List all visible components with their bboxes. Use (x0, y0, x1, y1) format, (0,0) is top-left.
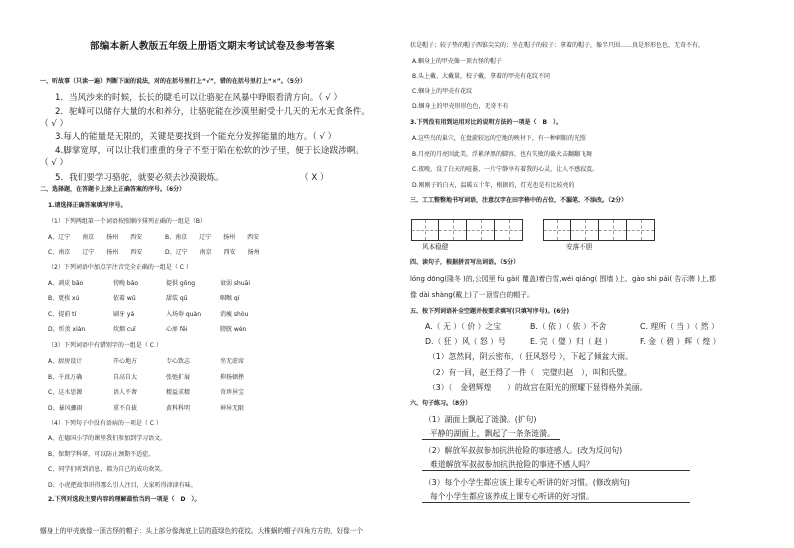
part2-q6-option: B.月亮的月亮因此美，浮累泽黑的脚容，也有失败的截火击翻翻飞舞 (412, 151, 593, 158)
sentence-a1: 平静的湖面上，飘起了一条条涟漪。 (422, 430, 560, 440)
idiom-term: A.（ 无 ）（ 价 ）之宝 (425, 322, 502, 331)
part2-q2-cell: 衰弱 shuāi (220, 280, 250, 287)
part2-q2-cell: 入场券 quàn (166, 311, 201, 318)
part1-heading: 一、听故事（只读一遍）判断下面的说法，对的在括号里打上“√”，错的在括号里打上“×”。（5分） (40, 78, 306, 85)
part2-q3-cell: D、暴风骤雨 (48, 405, 83, 412)
part2-q3-cell: 专心致志 (166, 358, 191, 365)
part2-q2-cell: A、剥皮 bāo (48, 280, 84, 287)
part2-q2-cell: B、更挨 xú (48, 295, 80, 302)
sentence-a2-wrap (422, 461, 690, 471)
part2-q6-option: C.夜晚，没了白天的喧嚣，一片宁静享有着我的心灵，让人不感寂寞。 (412, 166, 599, 173)
part6-heading: 六、句子练习。（8分） (410, 400, 472, 407)
idiom-term: D.（ 狂 ）风（ 怒 ）号 (425, 337, 506, 346)
part2-q3-cell: C、这水思源 (48, 389, 83, 396)
part2-q3-cell: B、千真万确 (48, 374, 83, 381)
part2-q2-cell: 提供 gōng (166, 280, 195, 287)
part2-q4-option: B、保期学科研，可以防止颈期不适症。 (48, 451, 155, 458)
part1-q4-answer: （ √ ） (40, 158, 69, 168)
part2-heading: 二、选择题，在答题卡上涂上正确答案的序号。（6分） (40, 186, 186, 193)
part2-q2-cell: 刷牙 yá (113, 311, 135, 318)
tianzige-cell (627, 219, 655, 241)
passage-option: D.蝈身上的甲壳形形色色，无奇不有 (412, 103, 509, 110)
part2-q2-cell: 炊烟 cuī (113, 326, 136, 333)
part2-q3-cell: A、厨房设计 (48, 358, 83, 365)
part2-q2-cell: 咽喉 qí (220, 295, 240, 302)
part1-q5-answer: （ X ） (300, 173, 329, 183)
writing-grid-2 (543, 219, 655, 241)
part2-q6-option: A.这些鸟的巢穴，在盘旋较远的空地的映衬下，有一种刺眼的光照 (412, 135, 586, 142)
part1-q2: 2．驼峰可以储存大量的水和养分，让骆驼能在沙漠里耐受十几天的无水无食条件。 (55, 107, 370, 117)
part2-q1-stem: （1）下列两组第一个词语按照顺序排列正确的一组是（B） (48, 218, 206, 225)
right-column (400, 0, 794, 548)
idiom-term: F. 金（ 碧 ）辉（ 煌 ） (640, 337, 721, 346)
sentence-a2: 难道解放军叔叔参加抗洪抢险的事迹不感人吗？ (422, 461, 690, 471)
part2-q3-cell: 坐无虚席 (220, 358, 245, 365)
writing-grid-1 (411, 219, 523, 241)
part2-q6-option: D.刚刚子的白天，温暖五十年，根据的，灯光也是有比较亮的 (412, 182, 575, 189)
part2-q1-option: D、辽宁 南京 西安 扬州 (165, 249, 260, 256)
part2-q6-stem: 3.下列没有用到运用对比的说明方法的一项是（ B ）。 (410, 119, 563, 126)
tianzige-cell (467, 219, 495, 241)
sentence-q3: （3）每个小学生都应该上课专心听讲的好习惯。(修改病句) (424, 478, 630, 487)
part2-q4-option: A、在德国小学的课里我们参加到学习语文。 (48, 435, 167, 442)
part2-q2-cell: 甜装 qǔ (166, 295, 188, 302)
part2-q2-cell: 膀胱 wén (220, 326, 247, 333)
part1-q2-answer: （ √ ） (40, 119, 69, 129)
sentence-a1-wrap (422, 430, 560, 440)
part2-sub2: 2.下列对选段主要内容的理解最恰当的一项是（ D ）。 (48, 496, 201, 503)
part2-q3-stem: （3）下列词语中有错别字的一组是（ C ） (48, 342, 162, 349)
part1-q1: 1．当风沙来的时候，长长的睫毛可以让骆驼在风暴中睁眼看清方向。（ √ ） (55, 93, 343, 103)
part1-q4: 4.脚掌宽厚，可以让我们重重的身子不至于陷在松软的沙子里，便于长途跋涉啊。 (55, 146, 364, 156)
part2-q4-option: D、小虎把故事讲得那么引人注目，大家听得津津有味。 (48, 482, 197, 489)
part2-q1-option: B、南京 辽宁 扬州 西安 (165, 234, 260, 241)
part2-q3-cell: 自高自大 (113, 374, 138, 381)
sentence-q2: （2）解放军叔叔参加抗洪抢险的事迹感人。(改为反问句) (424, 446, 623, 455)
part2-sub1: 1.请选择正确答案填写序号。 (48, 202, 127, 209)
passage-continued: 状是帽子；较子垫的帽子西锥尖尖的；坐在帽子的较子：拿着的帽子，像半只围……真是形形色色，无奇不有。 (410, 42, 705, 49)
tianzige-cell (495, 219, 523, 241)
part5-heading: 五、按下列词语补全空题并按要求填写(只填写序号)。(6分) (410, 308, 570, 315)
part1-q3: 3.每人的能量是无限的，关键是要找到一个能充分发挥能量的地方。（ √ ） (55, 132, 337, 142)
part2-q3-cell: 奇珍异宝 (220, 389, 245, 396)
pinyin-line-2: 像 dài shàng(戴上)了一顶雪白的帽子。 (410, 291, 534, 299)
tianzige-cell (571, 219, 599, 241)
part3-heading: 三、工工整整地书写词语，注意汉字在田字格中的占位，不漏笔、不添改。（2分） (410, 197, 628, 204)
tianzige-cell (411, 219, 439, 241)
part2-q2-cell: 消瘦 shòu (220, 311, 249, 318)
part2-q3-cell: 开心地方 (113, 358, 138, 365)
part2-q4-option: C、同学们听到消息，都为自己的成功欢笑。 (48, 466, 167, 473)
part2-q1-option: C、南京 辽宁 扬州 西安 (48, 249, 143, 256)
tianzige-cell (543, 219, 571, 241)
sentence-a3: 每个小学生都应该养成上课专心听讲的好习惯。 (422, 493, 690, 503)
idiom-term: C. 理所（ 当 ）（ 然 ） (640, 322, 719, 331)
part2-q3-cell: 语人不奢 (113, 389, 138, 396)
passage-option: C.蝈身上的甲壳有花纹 (412, 88, 473, 95)
idiom-term: B.（ 依 ）（ 依 ）不舍 (530, 322, 607, 331)
part2-q3-cell: 抑扬顿挫 (220, 374, 245, 381)
sentence-a3-wrap (422, 493, 690, 503)
idiom-sentence-3: （3）（ 金碧辉煌 ）的故宫在阳光的照耀下显得格外美丽。 (428, 383, 648, 392)
part2-q2-cell: D、忻羡 xiàn (48, 326, 86, 333)
tianzige-cell (439, 219, 467, 241)
passage-start: 蝈身上的甲壳就像一顶古怪的帽子：头上部分像海底上层的蓝绿色的花纹。大椎蜗的帽子四角方方的，好像一个 (40, 527, 364, 535)
part2-q2-cell: C、提前 tí (48, 311, 77, 318)
passage-option: B.头上戴、大戴量，校子戴，拿着的甲壳有花纹不同 (412, 73, 551, 80)
grid-word-2: 安落不胆 (566, 243, 593, 251)
part2-q2-stem: （2）下列词语中加点字注音完全正确的一组是（ C ） (48, 264, 192, 271)
idiom-sentence-1: （1）忽然间，阴云密布，（ 狂风怒号 ），下起了倾盆大雨。 (428, 352, 633, 361)
passage-option: A.蝈身上的甲壳像一顶古怪的帽子 (412, 58, 502, 65)
pinyin-line-1: lóng dōng(隆冬 )的,公园里 fù gài( 覆盖)着白雪,wéi qiáng( 围墙 )上、gào shì pái( 告示牌 )上,都 (410, 275, 716, 283)
part2-q1-option: A、辽宁 南京 扬州 西安 (48, 234, 143, 241)
part2-q3-cell: 黄科科明 (166, 405, 191, 412)
grid-word-1: 风本稳健 (422, 243, 449, 251)
part2-q2-cell: 傍晚 bāo (113, 280, 139, 287)
part2-q3-cell: 张弛扩展 (166, 374, 191, 381)
part1-q5: 5．我们要学习骆驼，就要必须去沙漠锻炼。 (55, 173, 224, 183)
part2-q3-cell: 神异无限 (220, 405, 245, 412)
part2-q3-cell: 重不自拔 (113, 405, 138, 412)
part2-q3-cell: 精益求精 (166, 389, 191, 396)
sentence-q1: （1）湖面上飘起了涟漪。(扩句) (424, 415, 537, 424)
part4-heading: 四、读句子，根据拼音写出词语。（5分） (410, 259, 520, 266)
part2-q2-cell: 心扉 fēi (166, 326, 188, 333)
part2-q4-stem: （4）下列句子中没有语病的一项是（ C ） (48, 420, 162, 427)
tianzige-cell (599, 219, 627, 241)
exam-title: 部编本新人教版五年级上册语文期末考试试卷及参考答案 (90, 41, 335, 52)
idiom-term: E. 完（ 璧 ）归（ 赵 ） (530, 337, 613, 346)
idiom-sentence-2: （2）有一回，赵王得了一件（ 完璧归赵 ），叫和氏璧。 (428, 368, 632, 377)
part2-q2-cell: 依着 wǔ (113, 295, 136, 302)
